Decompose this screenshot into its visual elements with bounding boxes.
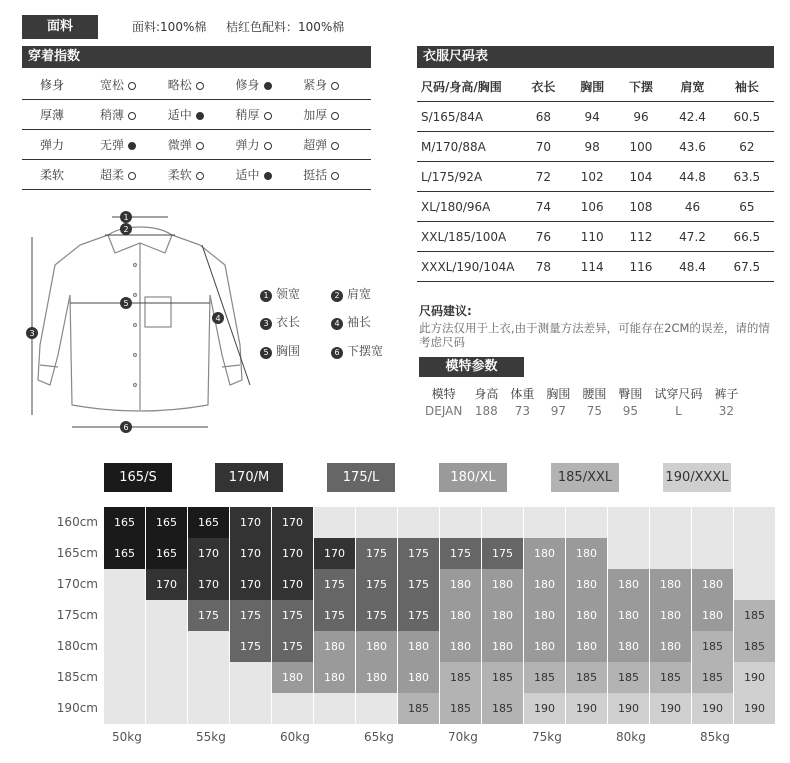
grid-cell: 170 [272,538,313,569]
fit-option-label: 加厚 [303,108,328,122]
grid-cell [692,538,733,569]
size-cell: 46 [665,192,719,222]
fit-option [100,70,168,100]
height-label: 190cm [56,701,98,715]
fit-option-label: 修身 [235,78,260,92]
fit-index-title: 穿着指数 [22,46,371,68]
grid-cell: 165 [104,538,145,569]
size-cell: 47.2 [665,222,719,252]
advice-title: 尺码建议: [419,304,472,318]
model-title: 模特参数 [419,357,524,377]
grid-cell [104,693,145,724]
fit-option [100,100,168,130]
grid-cell [398,507,439,538]
size-cell: 106 [568,192,617,222]
grid-cell: 180 [566,569,607,600]
grid-cell: 180 [272,662,313,693]
size-row [417,102,774,132]
grid-cell [272,693,313,724]
empty-dot-icon [264,112,272,120]
model-value-cell: 32 [718,403,735,418]
grid-cell: 175 [230,600,271,631]
measure-markers [26,211,224,433]
grid-cell: 175 [314,569,355,600]
svg-text:6: 6 [123,423,129,432]
grid-cell [734,538,775,569]
grid-cell: 185 [398,693,439,724]
grid-cell: 185 [524,662,565,693]
grid-cell [104,662,145,693]
fit-category: 弹力 [22,130,100,160]
height-label: 160cm [56,515,98,529]
empty-dot-icon [331,82,339,90]
grid-cell [482,507,523,538]
grid-cell: 180 [692,600,733,631]
fit-category: 厚薄 [22,100,100,130]
model-value-cell: DEJAN [425,403,463,418]
fit-option-label: 紧身 [303,78,328,92]
grid-cell: 170 [230,507,271,538]
fit-option [168,70,236,100]
grid-cell: 170 [188,569,229,600]
svg-text:2: 2 [123,225,129,234]
fit-row [22,70,371,100]
fit-option-label: 适中 [167,108,192,122]
height-label: 170cm [56,577,98,591]
size-table [417,72,774,282]
size-chip-3: 180/XL [439,463,507,492]
grid-cell [524,507,565,538]
grid-cell: 175 [272,600,313,631]
grid-cell [146,693,187,724]
size-chip-1: 170/M [215,463,283,492]
grid-cell [188,662,229,693]
size-chip-0: 165/S [104,463,172,492]
model-header-cell: 腰围 [582,387,607,401]
fit-category: 柔软 [22,160,100,190]
height-label: 185cm [56,670,98,684]
grid-cell: 180 [650,600,691,631]
grid-cell [104,569,145,600]
grid-cell: 190 [650,693,691,724]
svg-text:3: 3 [29,329,35,338]
fit-row [22,100,371,130]
empty-dot-icon [128,112,136,120]
grid-cell: 190 [566,693,607,724]
grid-cell: 175 [398,600,439,631]
size-cell: 67.5 [720,252,774,282]
fit-option [303,130,371,160]
grid-cell [356,693,397,724]
fit-row [22,160,371,190]
grid-cell: 165 [146,538,187,569]
grid-cell: 175 [230,631,271,662]
grid-cell: 165 [188,507,229,538]
weight-label: 55kg [196,730,226,744]
size-cell: XXXL/190/104A [417,252,519,282]
size-cell: 98 [568,132,617,162]
grid-cell: 185 [440,662,481,693]
grid-cell: 170 [230,538,271,569]
fit-option-label: 略松 [167,78,192,92]
grid-cell: 180 [440,569,481,600]
grid-cell: 185 [608,662,649,693]
grid-cell [440,507,481,538]
size-cell: 100 [617,132,666,162]
size-row [417,222,774,252]
size-cell: 108 [617,192,666,222]
size-row [417,162,774,192]
size-cell: 70 [519,132,568,162]
weight-label: 50kg [112,730,142,744]
fit-index-table [22,70,371,190]
model-header-row [419,385,744,402]
size-cell: 42.4 [665,102,719,132]
grid-cell: 180 [398,631,439,662]
model-value-cell: 75 [586,403,603,418]
grid-cell: 180 [608,569,649,600]
grid-cell: 185 [440,693,481,724]
selected-dot-icon [264,82,272,90]
shirt-diagram [20,205,260,440]
size-header-cell: 胸围 [568,72,617,102]
fit-option [303,100,371,130]
grid-cell: 175 [482,538,523,569]
model-header-cell: 裤子 [714,387,739,401]
fit-option-label: 适中 [235,168,260,182]
grid-cell: 175 [356,600,397,631]
grid-cell [650,507,691,538]
empty-dot-icon [128,172,136,180]
size-cell: 63.5 [720,162,774,192]
grid-cell: 190 [734,693,775,724]
size-cell: 114 [568,252,617,282]
svg-text:4: 4 [215,314,221,323]
grid-cell: 170 [272,569,313,600]
size-cell: 44.8 [665,162,719,192]
grid-cell: 190 [608,693,649,724]
fit-option [236,160,304,190]
fit-row [22,130,371,160]
grid-cell: 165 [146,507,187,538]
fit-option [168,100,236,130]
size-cell: 66.5 [720,222,774,252]
size-row [417,132,774,162]
grid-cell: 180 [314,662,355,693]
height-label: 180cm [56,639,98,653]
grid-cell: 185 [650,662,691,693]
size-chip-2: 175/L [327,463,395,492]
fit-option-label: 超柔 [100,168,125,182]
grid-cell: 180 [482,631,523,662]
grid-cell: 185 [734,631,775,662]
fit-option [303,70,371,100]
empty-dot-icon [264,142,272,150]
fit-option-label: 稍厚 [235,108,260,122]
model-value-cell: 73 [514,403,530,418]
grid-cell [146,662,187,693]
legend-6: 6 下摆宽 [331,342,383,359]
size-row [417,192,774,222]
model-value-cell: L [675,403,682,418]
grid-cell [650,538,691,569]
empty-dot-icon [196,82,204,90]
fit-option-label: 超弹 [303,138,328,152]
legend-2: 2 肩宽 [331,285,371,302]
size-cell: M/170/88A [417,132,519,162]
legend-5: 5 胸围 [260,342,300,359]
model-value-cell: 97 [550,403,567,418]
size-header-cell: 衣长 [519,72,568,102]
empty-dot-icon [331,142,339,150]
grid-cell: 175 [272,631,313,662]
grid-cell: 180 [566,631,607,662]
empty-dot-icon [196,172,204,180]
grid-cell: 180 [356,631,397,662]
size-cell: 110 [568,222,617,252]
size-header-row [417,72,774,102]
grid-cell: 175 [398,538,439,569]
grid-cell [692,507,733,538]
fit-option [100,160,168,190]
grid-cell [356,507,397,538]
grid-cell [188,631,229,662]
grid-cell: 180 [524,538,565,569]
size-cell: 68 [519,102,568,132]
model-value-cell: 188 [474,403,498,418]
grid-cell: 175 [356,569,397,600]
fit-option-label: 挺括 [303,168,328,182]
fabric-label: 面料 [22,15,98,39]
grid-cell: 180 [608,600,649,631]
model-header-cell: 模特 [431,387,456,401]
grid-cell [146,631,187,662]
model-value-cell: 95 [622,403,639,418]
grid-cell: 185 [692,662,733,693]
grid-cell [230,662,271,693]
height-label: 165cm [56,546,98,560]
svg-text:5: 5 [123,299,129,308]
grid-cell: 180 [650,631,691,662]
fit-option-label: 微弹 [167,138,192,152]
grid-cell [314,693,355,724]
size-cell: 112 [617,222,666,252]
grid-cell: 180 [482,600,523,631]
model-header-cell: 臀围 [618,387,643,401]
grid-cell [104,631,145,662]
grid-cell: 180 [692,569,733,600]
legend-4: 4 袖长 [331,313,371,330]
size-cell: 62 [720,132,774,162]
size-cell: XL/180/96A [417,192,519,222]
grid-cell: 185 [482,693,523,724]
grid-cell: 170 [146,569,187,600]
grid-cell [146,600,187,631]
grid-cell [566,507,607,538]
size-chip-5: 190/XXXL [663,463,731,492]
size-cell: 96 [617,102,666,132]
grid-cell: 170 [230,569,271,600]
empty-dot-icon [331,172,339,180]
grid-cell: 170 [272,507,313,538]
weight-label: 60kg [280,730,310,744]
height-label: 175cm [56,608,98,622]
grid-cell: 180 [440,600,481,631]
size-cell: 94 [568,102,617,132]
grid-cell: 185 [734,600,775,631]
fit-option-label: 无弹 [100,138,125,152]
grid-cell: 180 [482,569,523,600]
size-cell: 102 [568,162,617,192]
fit-option-label: 弹力 [235,138,260,152]
size-chip-4: 185/XXL [551,463,619,492]
fit-option-label: 宽松 [100,78,125,92]
size-header-cell: 肩宽 [665,72,719,102]
size-header-cell: 尺码/身高/胸围 [417,72,519,102]
size-cell: 116 [617,252,666,282]
grid-cell: 180 [440,631,481,662]
grid-cell: 180 [524,569,565,600]
grid-cell: 180 [566,600,607,631]
grid-cell [314,507,355,538]
grid-cell: 190 [692,693,733,724]
grid-cell: 185 [482,662,523,693]
model-values-row [419,402,744,419]
grid-cell: 180 [566,538,607,569]
size-header-cell: 袖长 [720,72,774,102]
weight-label: 65kg [364,730,394,744]
fit-option [236,100,304,130]
legend-1: 1 领宽 [260,285,300,302]
size-cell: 65 [720,192,774,222]
size-cell: 74 [519,192,568,222]
grid-cell: 180 [356,662,397,693]
grid-cell: 175 [188,600,229,631]
empty-dot-icon [196,142,204,150]
grid-cell: 180 [524,631,565,662]
grid-cell [734,569,775,600]
grid-cell [608,538,649,569]
model-header-cell: 身高 [474,387,499,401]
size-header-cell: 下摆 [617,72,666,102]
model-header-cell: 体重 [510,387,535,401]
grid-cell: 180 [650,569,691,600]
fit-option [100,130,168,160]
grid-cell: 180 [524,600,565,631]
grid-cell: 185 [566,662,607,693]
grid-cell: 180 [314,631,355,662]
empty-dot-icon [331,112,339,120]
grid-cell: 180 [608,631,649,662]
model-header-cell: 胸围 [546,387,571,401]
size-cell: 60.5 [720,102,774,132]
grid-cell: 165 [104,507,145,538]
grid-cell: 175 [440,538,481,569]
fabric-main: 面料:100%棉 [132,20,207,34]
fit-option [303,160,371,190]
grid-cell: 185 [692,631,733,662]
size-table-title: 衣服尺码表 [417,46,774,68]
grid-cell: 170 [188,538,229,569]
grid-cell [608,507,649,538]
model-table [419,385,744,419]
grid-cell: 175 [356,538,397,569]
fabric-accent: 桔红色配料：100%棉 [226,20,345,34]
size-cell: S/165/84A [417,102,519,132]
empty-dot-icon [128,82,136,90]
size-cell: 43.6 [665,132,719,162]
selected-dot-icon [196,112,204,120]
grid-cell [188,693,229,724]
grid-cell: 175 [314,600,355,631]
size-cell: L/175/92A [417,162,519,192]
grid-cell: 190 [734,662,775,693]
grid-cell: 170 [314,538,355,569]
size-row [417,252,774,282]
size-cell: XXL/185/100A [417,222,519,252]
legend-3: 3 衣长 [260,313,300,330]
size-cell: 48.4 [665,252,719,282]
grid-cell: 190 [524,693,565,724]
fit-option-label: 稍薄 [100,108,125,122]
weight-label: 80kg [616,730,646,744]
grid-cell: 180 [398,662,439,693]
weight-label: 70kg [448,730,478,744]
grid-cell [734,507,775,538]
grid-cell [230,693,271,724]
weight-label: 75kg [532,730,562,744]
selected-dot-icon [128,142,136,150]
model-header-cell: 试穿尺码 [654,387,703,401]
grid-cell: 175 [398,569,439,600]
fit-option [168,130,236,160]
fit-category: 修身 [22,70,100,100]
size-cell: 76 [519,222,568,252]
size-cell: 78 [519,252,568,282]
fit-option [168,160,236,190]
size-cell: 104 [617,162,666,192]
advice-text: 此方法仅用于上衣,由于测量方法差异，可能存在2CM的误差，请的情考虑尺码 [419,321,770,349]
weight-label: 85kg [700,730,730,744]
fit-option [236,130,304,160]
selected-dot-icon [264,172,272,180]
grid-cell [104,600,145,631]
fit-option [236,70,304,100]
size-cell: 72 [519,162,568,192]
fit-option-label: 柔软 [167,168,192,182]
svg-text:1: 1 [123,213,129,222]
